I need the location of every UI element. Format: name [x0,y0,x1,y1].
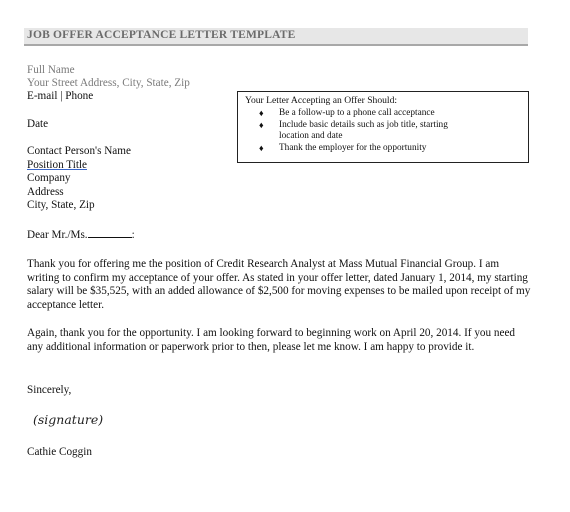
template-title-bar [24,28,528,46]
tips-list-item [238,120,469,143]
tip-text: Include basic details such as job title, starting location and date [279,119,448,142]
tip-text: Thank the employer for the opportunity [279,142,427,153]
document-title: JOB OFFER ACCEPTANCE LETTER TEMPLATE [27,29,296,41]
diamond-bullet-icon: ♦ [259,108,264,118]
tips-list [238,108,528,154]
salutation [27,228,135,242]
tips-callout-box [237,91,529,163]
recipient-address: Address [27,186,64,198]
diamond-bullet-icon: ♦ [259,119,264,130]
recipient-position: Position Title [27,159,88,171]
date-line: Date [27,118,49,130]
recipient-city: City, State, Zip [27,199,95,211]
sender-contact: E-mail | Phone [27,90,94,102]
recipient-contact-name: Contact Person's Name [27,145,131,157]
salutation-prefix: Dear Mr./Ms. [27,229,88,241]
signer-name: Cathie Coggin [27,446,92,458]
body-paragraph-1: Thank you for offering me the position of Credit Research Analyst at Mass Mutual Financial Group. I am writing to confirm my acceptance of your offer. As stated in your offer letter, dated January 1, 2014, my starting salary will be $35,525, with an added allowance of $2,500 for moving expenses to be mailed upon receipt of my acceptance letter. [27,258,531,311]
body-paragraph-2: Again, thank you for the opportunity. I am looking forward to beginning work on April 20, 2014. If you need any additional information or paperwork prior to then, please let me know. I am happy to provide it. [27,327,516,353]
tips-list-item [238,143,528,155]
tips-heading: Your Letter Accepting an Offer Should: [245,95,398,106]
tip-text: Be a follow-up to a phone call acceptance [279,108,435,118]
tips-list-item [238,108,528,120]
sender-name: Full Name [27,64,75,76]
signature-placeholder: (signature) [33,412,104,427]
diamond-bullet-icon: ♦ [259,142,264,153]
salutation-blank [88,228,132,238]
sign-off: Sincerely, [27,384,72,396]
salutation-suffix: : [131,229,135,241]
sender-address: Your Street Address, City, State, Zip [27,77,190,89]
recipient-company: Company [27,172,71,184]
